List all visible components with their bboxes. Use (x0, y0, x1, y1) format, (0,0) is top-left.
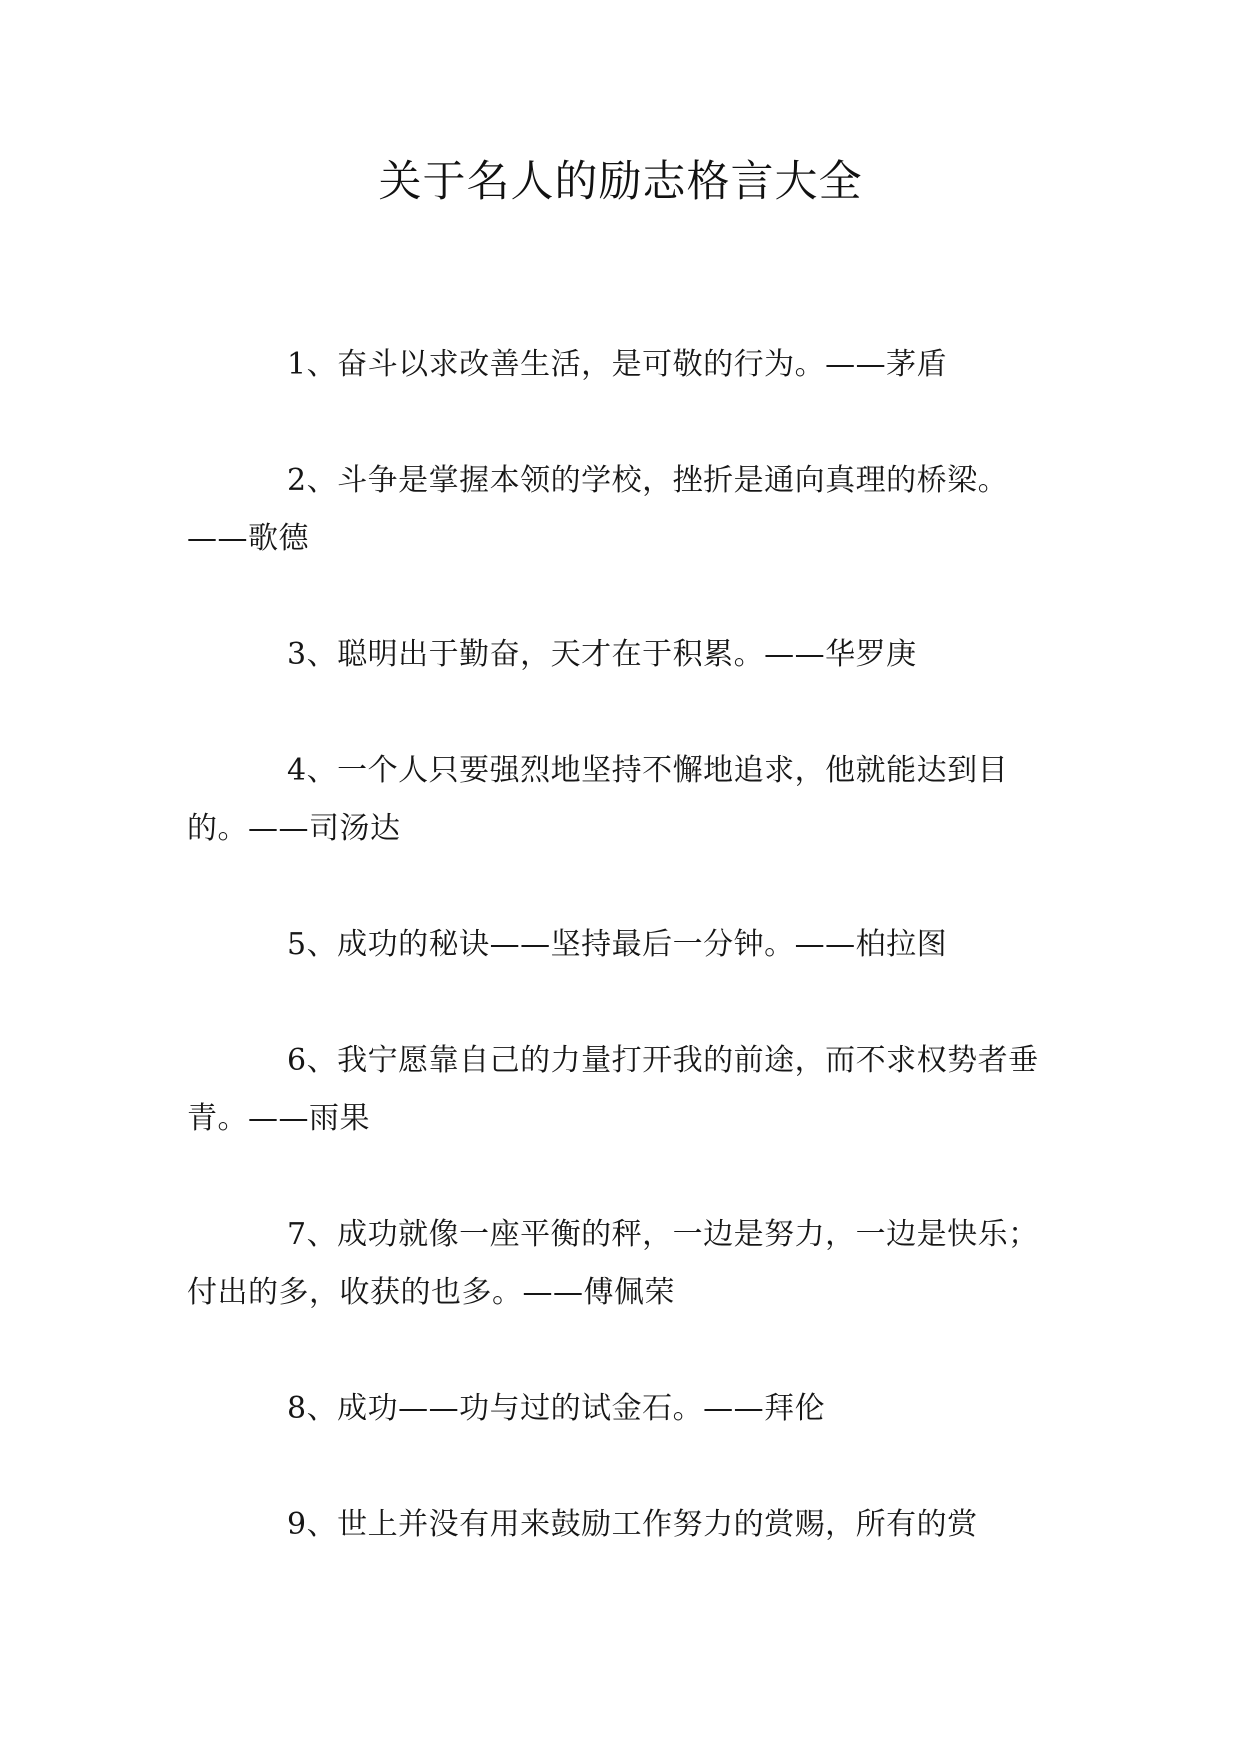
quote-item: 3、聪明出于勤奋，天才在于积累。——华罗庚 (287, 637, 917, 672)
quote-item: 7、成功就像一座平衡的秤，一边是努力，一边是快乐；付出的多，收获的也多。——傅佩荣 (187, 1217, 1039, 1310)
quote-item: 4、一个人只要强烈地坚持不懈地追求，他就能达到目的。——司汤达 (187, 753, 1009, 846)
quote-item: 8、成功——功与过的试金石。——拜伦 (287, 1391, 826, 1426)
quote-list (187, 336, 1059, 1612)
quote-item: 5、成功的秘诀——坚持最后一分钟。——柏拉图 (287, 927, 948, 962)
quote-item: 9、世上并没有用来鼓励工作努力的赏赐，所有的赏 (287, 1507, 978, 1542)
document-title: 关于名人的励志格言大全 (378, 157, 863, 207)
quote-item: 2、斗争是掌握本领的学校，挫折是通向真理的桥梁。——歌德 (187, 463, 1009, 556)
quote-item: 1、奋斗以求改善生活，是可敬的行为。——茅盾 (287, 347, 948, 382)
quote-item: 6、我宁愿靠自己的力量打开我的前途，而不求权势者垂青。——雨果 (187, 1043, 1039, 1136)
